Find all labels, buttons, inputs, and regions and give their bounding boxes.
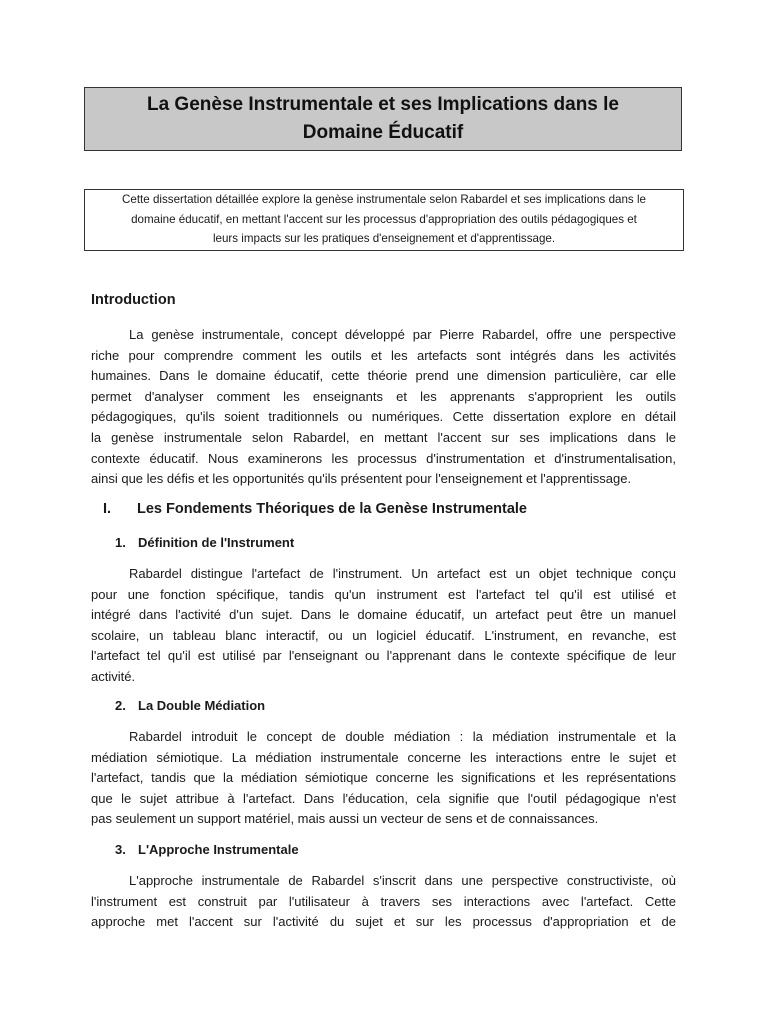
intro-line: la genèse instrumentale selon Rabardel, en mettant l'accent sur ses implications dans le	[91, 429, 676, 445]
intro-line: humaines. Dans le domaine éducatif, cette théorie prend une dimension particulière, car elle	[91, 368, 676, 384]
subsection-3-paragraph	[91, 871, 676, 933]
introduction-paragraph	[91, 325, 676, 490]
introduction-heading: Introduction	[91, 292, 176, 308]
intro-line: La genèse instrumentale, concept développé par Pierre Rabardel, offre une perspective	[129, 327, 676, 342]
subsection-3-heading	[91, 842, 299, 857]
sub2-line: que le sujet attribue à l'artefact. Dans l'éducation, cela signifie que l'outil pédagogique n'est	[91, 790, 676, 806]
subsection-3-number: 3.	[115, 842, 126, 857]
subsection-2-paragraph	[91, 727, 676, 830]
intro-line: pédagogiques, qu'ils soient traditionnels ou numériques. Cette dissertation explore en détail	[91, 409, 676, 425]
sub2-line: pas seulement un support matériel, mais aussi un vecteur de sens et de connaissances.	[91, 811, 599, 827]
sub1-line: scolaire, un tableau blanc interactif, ou un logiciel éducatif. L'instrument, en revanche, est	[91, 627, 676, 643]
section-1-number: I.	[103, 501, 112, 517]
document-title	[84, 87, 682, 151]
abstract-line-1: Cette dissertation détaillée explore la genèse instrumentale selon Rabardel et ses implications dans le	[122, 193, 646, 206]
intro-line: contexte éducatif. Nous examinerons les processus d'instrumentation et d'instrumentalisation,	[91, 450, 676, 466]
abstract-line-2: domaine éducatif, en mettant l'accent sur les processus d'appropriation des outils pédagogiques et	[131, 212, 637, 226]
abstract-box	[84, 189, 684, 251]
subsection-1-heading	[91, 535, 294, 550]
subsection-1-number: 1.	[115, 535, 126, 550]
intro-line: riche pour comprendre comment les outils et les artefacts sont intégrés dans les activités	[91, 347, 676, 363]
sub2-line: Rabardel introduit le concept de double médiation : la médiation instrumentale et la	[129, 729, 676, 744]
section-1-title: Les Fondements Théoriques de la Genèse Instrumentale	[137, 501, 527, 517]
subsection-1-paragraph	[91, 564, 676, 688]
subsection-2-number: 2.	[115, 698, 126, 713]
title-line-2: Domaine Éducatif	[302, 122, 464, 143]
section-1-heading	[91, 501, 527, 517]
title-line-1: La Genèse Instrumentale et ses Implications dans le	[146, 94, 619, 115]
subsection-2-heading	[91, 698, 265, 713]
sub1-line: l'artefact tel qu'il est utilisé par l'enseignant ou l'apprenant dans le contexte spécifique de leur	[91, 648, 676, 664]
sub3-line: L'approche instrumentale de Rabardel s'inscrit dans une perspective constructiviste, où	[129, 873, 676, 888]
sub2-line: l'artefact, tandis que la médiation sémiotique concerne les significations et les représentations	[91, 770, 676, 786]
sub1-line: activité.	[91, 668, 136, 684]
sub1-line: Rabardel distingue l'artefact de l'instrument. Un artefact est un objet technique conçu	[129, 566, 676, 581]
subsection-2-title: La Double Médiation	[138, 698, 266, 713]
intro-line: ainsi que les défis et les opportunités qu'ils présentent pour l'enseignement et l'apprentissage.	[91, 471, 632, 487]
sub1-line: pour une fonction spécifique, tandis qu'un instrument est l'artefact tel qu'il est utilisé et	[91, 586, 676, 602]
sub2-line: médiation sémiotique. La médiation instrumentale concerne les interactions entre le sujet et	[91, 749, 676, 765]
sub3-line: l'instrument est construit par l'utilisateur à travers ses interactions avec l'artefact. Cette	[91, 893, 676, 909]
subsection-3-title: L'Approche Instrumentale	[138, 842, 299, 857]
sub3-line: approche met l'accent sur l'activité du sujet et sur les processus d'appropriation et de	[91, 914, 676, 930]
abstract-line-3: leurs impacts sur les pratiques d'enseignement et d'apprentissage.	[212, 232, 556, 245]
subsection-1-title: Définition de l'Instrument	[138, 535, 295, 550]
sub1-line: intégré dans l'activité d'un sujet. Dans le domaine éducatif, un artefact peut être un manuel	[91, 607, 676, 623]
intro-line: permet d'analyser comment les enseignants et les apprenants s'approprient les outils	[91, 388, 676, 404]
